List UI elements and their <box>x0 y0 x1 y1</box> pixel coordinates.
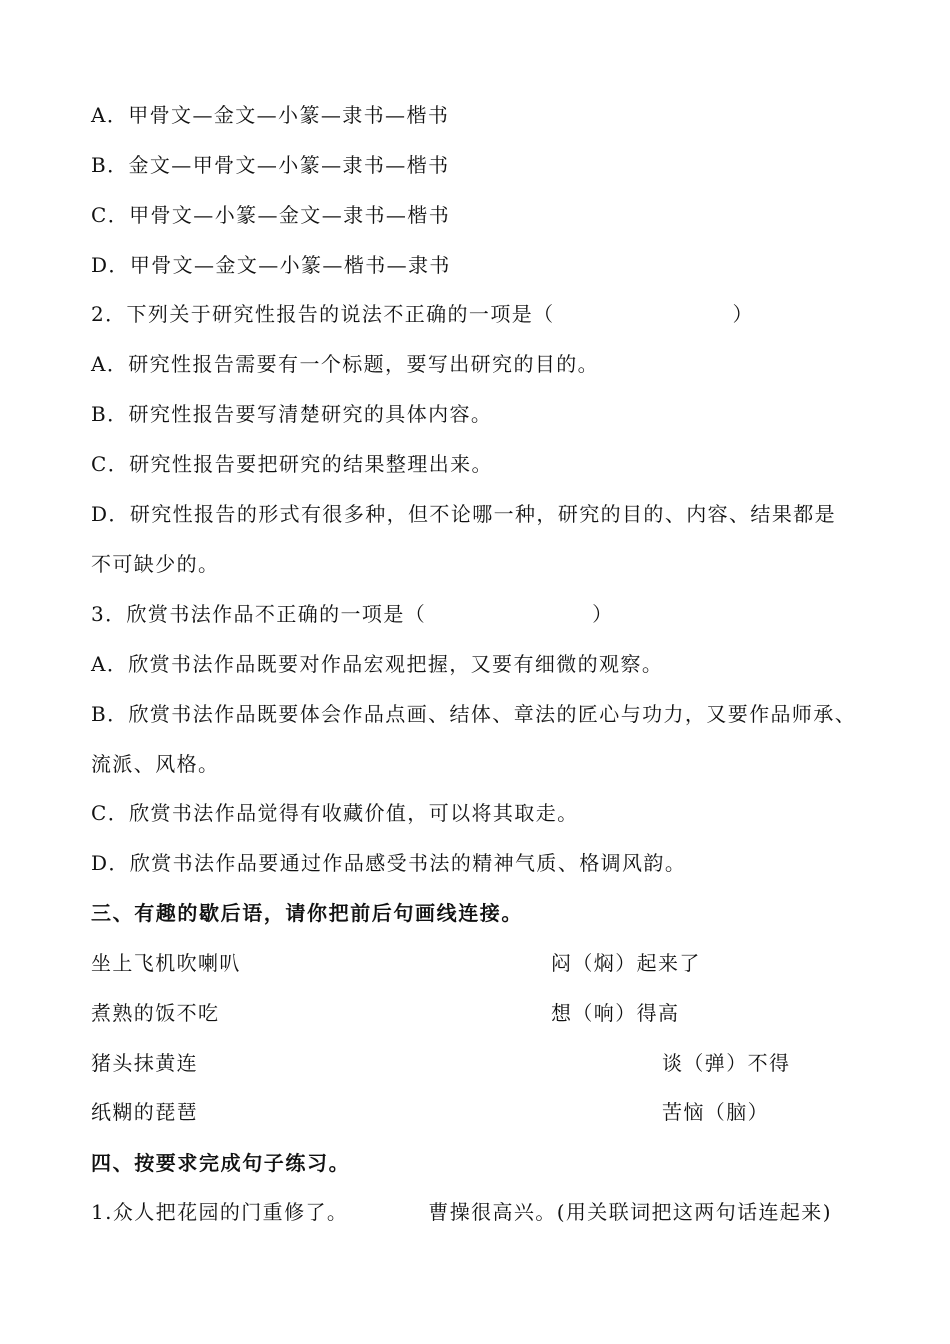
q2-stem-prefix: 2．下列关于研究性报告的说法不正确的一项是（ <box>91 302 555 326</box>
xiehouyu-right-4[interactable]: 苦恼（脑） <box>662 1100 769 1124</box>
q2-stem <box>91 302 754 326</box>
q1-option-a: A．甲骨文—金文—小篆—隶书—楷书 <box>91 103 450 127</box>
xiehouyu-left-1[interactable]: 坐上飞机吹喇叭 <box>91 951 241 975</box>
xiehouyu-left-4[interactable]: 纸糊的琵琶 <box>91 1100 198 1124</box>
q3-stem <box>91 602 614 626</box>
q2-option-d: D．研究性报告的形式有很多种，但不论哪一种，研究的目的、内容、结果都是 <box>91 502 837 526</box>
q1-option-d: D．甲骨文—金文—小篆—楷书—隶书 <box>91 253 451 277</box>
xiehouyu-right-2[interactable]: 想（响）得高 <box>551 1001 680 1025</box>
q3-option-a: A．欣赏书法作品既要对作品宏观把握，又要有细微的观察。 <box>91 652 664 676</box>
q3-option-c: C．欣赏书法作品觉得有收藏价值，可以将其取走。 <box>91 801 579 825</box>
xiehouyu-right-3[interactable]: 谈（弹）不得 <box>662 1051 791 1075</box>
item-1-sentence-b: 曹操很高兴。(用关联词把这两句话连起来) <box>428 1200 832 1224</box>
q1-option-c: C．甲骨文—小篆—金文—隶书—楷书 <box>91 203 451 227</box>
q2-option-c: C．研究性报告要把研究的结果整理出来。 <box>91 452 493 476</box>
xiehouyu-right-1[interactable]: 闷（焖）起来了 <box>551 951 701 975</box>
xiehouyu-left-2[interactable]: 煮熟的饭不吃 <box>91 1001 220 1025</box>
q2-stem-suffix: ） <box>732 302 754 326</box>
q3-option-b: B．欣赏书法作品既要体会作品点画、结体、章法的匠心与功力，又要作品师承、 <box>91 702 857 726</box>
section-4-item-1 <box>91 1200 832 1224</box>
q2-option-d-cont: 不可缺少的。 <box>91 552 220 576</box>
q2-option-a: A．研究性报告需要有一个标题，要写出研究的目的。 <box>91 352 600 376</box>
q3-stem-suffix: ） <box>592 602 614 626</box>
q1-option-b: B．金文—甲骨文—小篆—隶书—楷书 <box>91 153 450 177</box>
q3-option-b-cont: 流派、风格。 <box>91 752 220 776</box>
q3-option-d: D．欣赏书法作品要通过作品感受书法的精神气质、格调风韵。 <box>91 851 687 875</box>
section-4-heading: 四、按要求完成句子练习。 <box>91 1151 351 1175</box>
item-1-sentence-a: 1.众人把花园的门重修了。 <box>91 1200 349 1224</box>
section-3-heading: 三、有趣的歇后语，请你把前后句画线连接。 <box>91 901 523 925</box>
q2-option-b: B．研究性报告要写清楚研究的具体内容。 <box>91 402 493 426</box>
q3-stem-prefix: 3．欣赏书法作品不正确的一项是（ <box>91 602 427 626</box>
xiehouyu-left-3[interactable]: 猪头抹黄连 <box>91 1051 198 1075</box>
